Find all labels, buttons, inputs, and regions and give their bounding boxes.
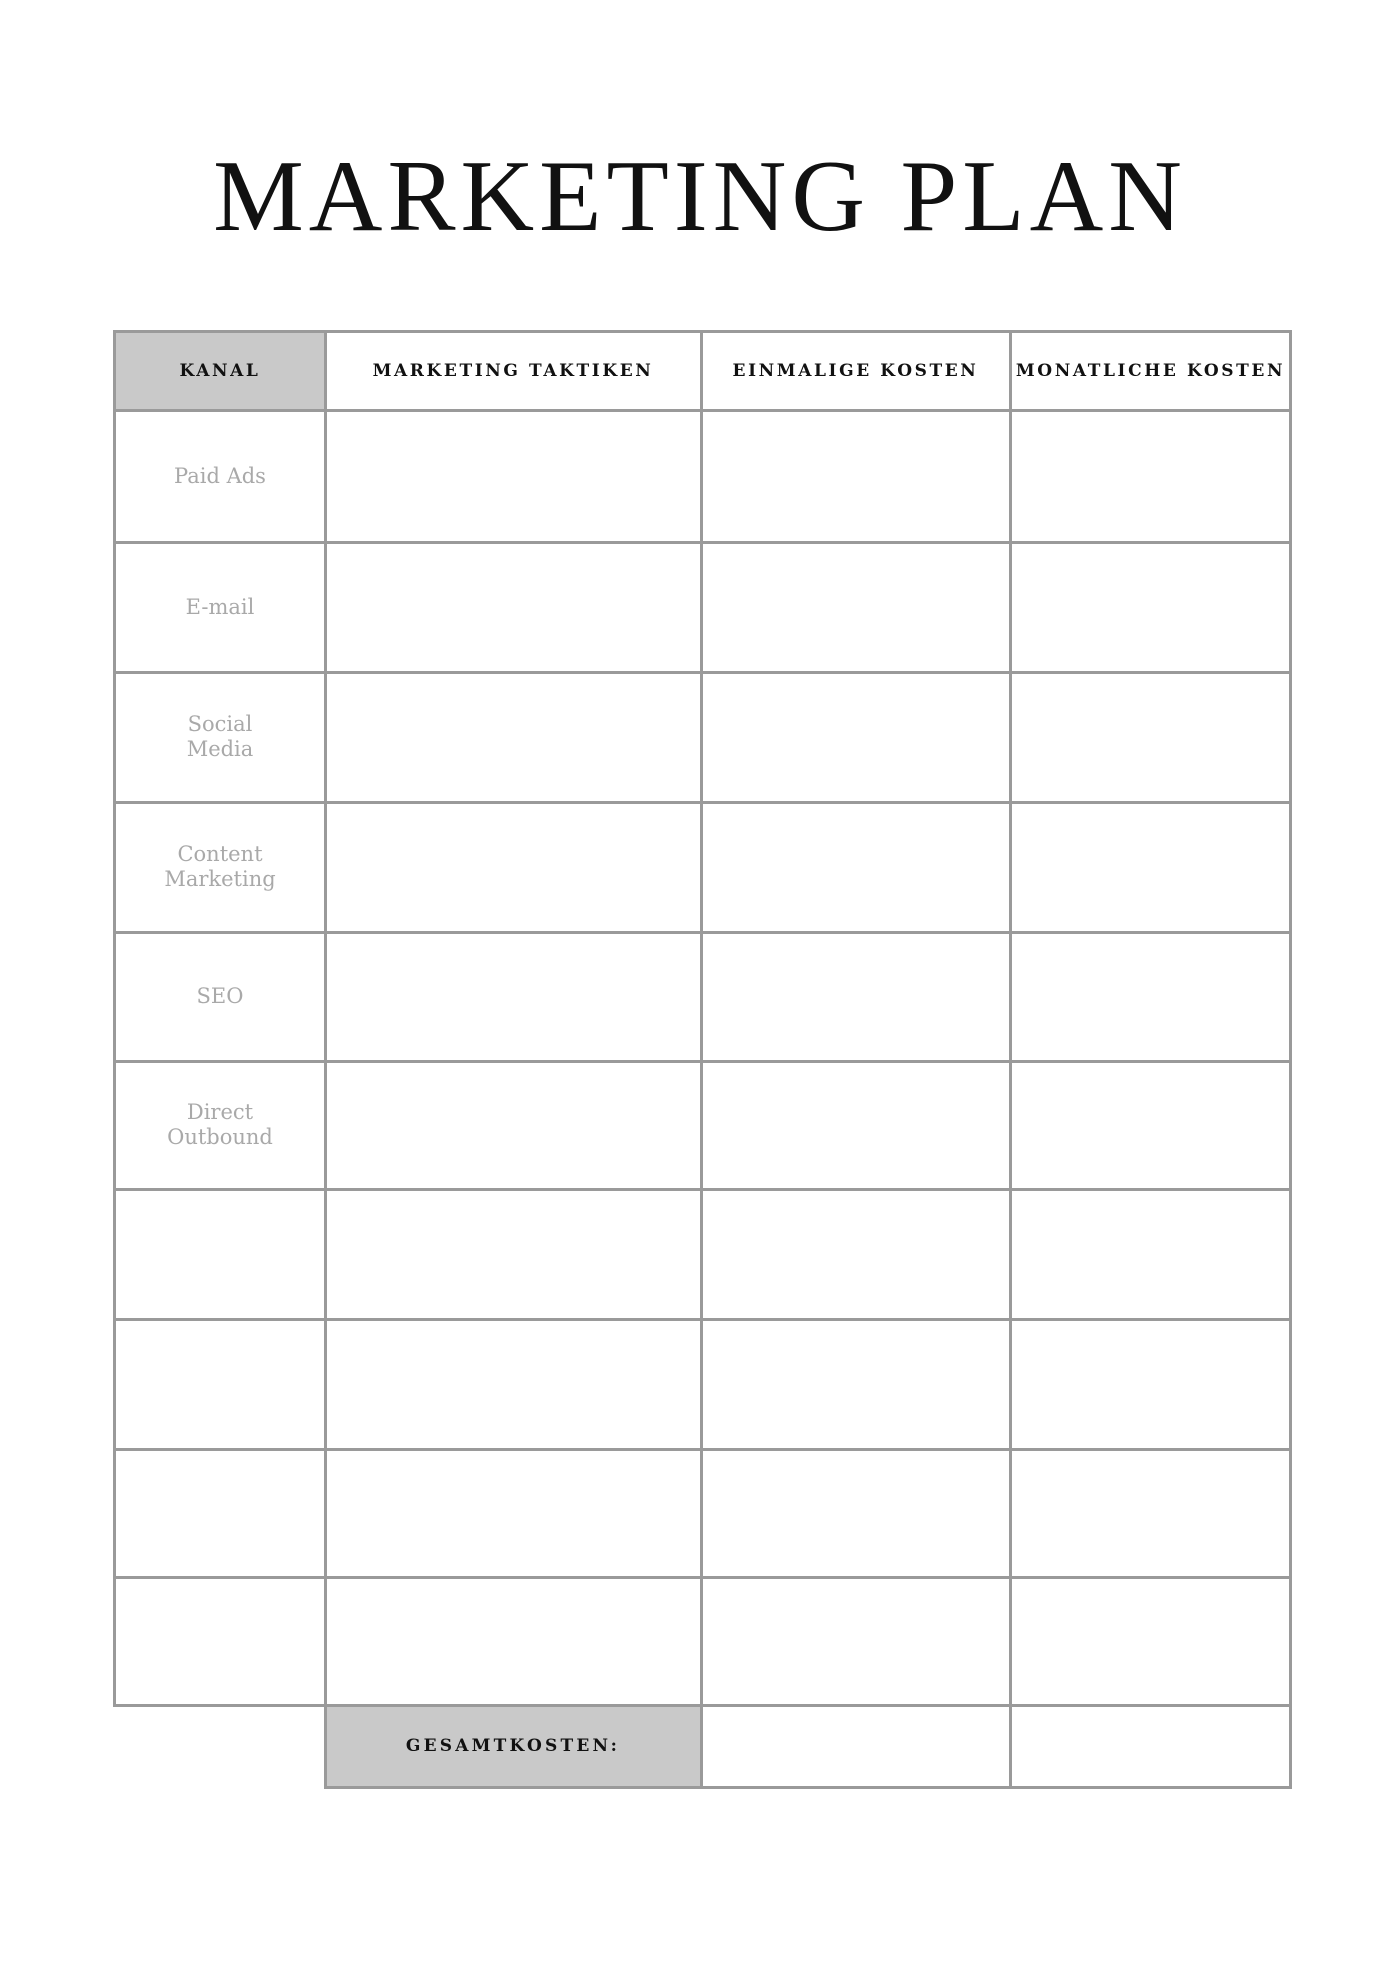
marketing-plan-table (115, 332, 1291, 1794)
total-costs-label: GESAMTKOSTEN: (325, 1705, 701, 1787)
grid-line (115, 671, 1291, 674)
row-label-blank-3 (115, 1449, 325, 1577)
row-label-blank-2 (115, 1319, 325, 1449)
header-monthly-costs: MONATLICHE KOSTEN (1015, 361, 1286, 381)
row-label-seo: SEO (196, 984, 244, 1008)
header-channel: KANAL (115, 332, 325, 410)
header-tactics: MARKETING TAKTIKEN (372, 361, 654, 381)
grid-line (1009, 330, 1012, 1789)
grid-line (115, 1318, 1291, 1321)
row-label-email: E-mail (185, 594, 255, 619)
row-label-social-media: Social Media (186, 712, 254, 761)
grid-line (115, 330, 1291, 333)
row-label-blank-4 (115, 1577, 325, 1705)
grid-line (115, 931, 1291, 934)
grid-line (115, 409, 1291, 412)
grid-line (324, 330, 327, 1789)
header-one-time-costs: EINMALIGE KOSTEN (732, 361, 979, 381)
grid-line (1289, 330, 1292, 1789)
row-label-direct-outbound: Direct Outbound (167, 1100, 273, 1149)
page-title: MARKETING PLAN (213, 140, 1187, 253)
grid-line (115, 801, 1291, 804)
grid-line (325, 1786, 1291, 1789)
grid-line (113, 330, 116, 1707)
row-label-paid-ads: Paid Ads (174, 463, 266, 488)
grid-line (115, 1448, 1291, 1451)
row-label-blank-1 (115, 1189, 325, 1319)
grid-line (115, 1704, 1291, 1707)
grid-line (115, 1060, 1291, 1063)
grid-line (700, 330, 703, 1789)
grid-line (115, 541, 1291, 544)
grid-line (115, 1576, 1291, 1579)
grid-line (115, 1188, 1291, 1191)
row-label-content-marketing: Content Marketing (164, 842, 276, 891)
